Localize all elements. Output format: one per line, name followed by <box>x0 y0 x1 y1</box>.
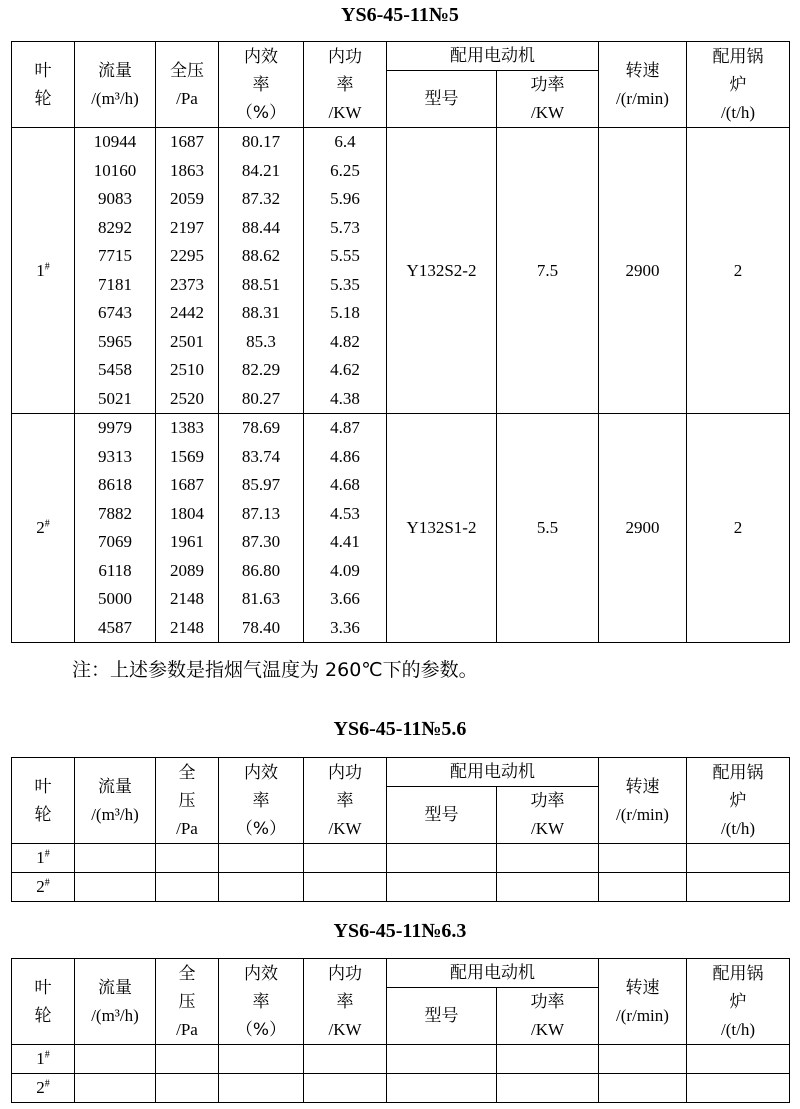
flow-value: 5965 <box>98 331 132 351</box>
header-motor-power: 功率 /KW <box>497 787 599 844</box>
power-value: 4.82 <box>330 331 360 351</box>
flow-value: 8292 <box>98 217 132 237</box>
header-motor-power: 功率 /KW <box>497 71 599 128</box>
table2-title: YS6-45-11№5.6 <box>333 718 467 740</box>
empty-cell <box>75 873 156 902</box>
pressure-value: 2089 <box>170 560 204 580</box>
efficiency-value: 80.17 <box>241 132 281 151</box>
table-row <box>12 1074 790 1103</box>
pressure-value: 2510 <box>170 360 204 379</box>
flow-value: 5000 <box>98 589 132 608</box>
empty-cell <box>75 1074 156 1103</box>
power-value: 4.87 <box>330 418 360 437</box>
header-speed: 转速 /(r/min) <box>599 959 687 1045</box>
efficiency-value: 85.3 <box>246 331 276 351</box>
power-value: 5.18 <box>330 303 360 322</box>
pressure-cell <box>156 414 219 643</box>
power-value: 3.36 <box>330 617 360 637</box>
efficiency-value: 87.30 <box>241 532 281 551</box>
header-power: 内功 率 /KW <box>304 42 387 128</box>
empty-cell <box>156 1045 219 1074</box>
speed-cell: 2900 <box>599 128 687 414</box>
boiler-cell: 2 <box>687 128 790 414</box>
pressure-value: 2197 <box>170 217 204 237</box>
header-boiler: 配用锅 炉 /(t/h) <box>687 758 790 844</box>
power-value: 4.38 <box>330 388 360 408</box>
pressure-value: 2148 <box>170 589 204 608</box>
pressure-value: 1863 <box>170 160 204 180</box>
flow-value: 9979 <box>98 418 132 437</box>
flow-value: 6743 <box>98 303 132 322</box>
efficiency-value: 80.27 <box>241 388 281 408</box>
header-impeller: 叶 轮 <box>12 959 75 1045</box>
efficiency-value: 84.21 <box>241 160 281 180</box>
pressure-value: 2148 <box>170 617 204 637</box>
efficiency-value: 88.31 <box>241 303 281 322</box>
header-flow: 流量 /(m³/h) <box>75 42 156 128</box>
table3-title: YS6-45-11№6.3 <box>333 920 467 942</box>
empty-cell <box>219 844 304 873</box>
pressure-value: 1687 <box>170 475 204 494</box>
efficiency-value: 87.13 <box>241 503 281 523</box>
empty-cell <box>387 844 497 873</box>
empty-cell <box>497 1045 599 1074</box>
efficiency-value: 88.44 <box>241 217 281 237</box>
power-value: 5.35 <box>330 274 360 294</box>
impeller-cell: 1# <box>12 844 75 873</box>
header-motor-model: 型号 <box>387 71 497 128</box>
pressure-value: 1804 <box>170 503 204 523</box>
empty-cell <box>497 844 599 873</box>
impeller-group-2 <box>12 414 790 643</box>
pressure-value: 2520 <box>170 388 204 408</box>
flow-value: 9083 <box>98 189 132 208</box>
header-boiler: 配用锅 炉 /(t/h) <box>687 959 790 1045</box>
header-pressure: 全 压 /Pa <box>156 959 219 1045</box>
fan-table-no5-6 <box>11 757 790 902</box>
power-value: 5.96 <box>330 189 360 208</box>
efficiency-value: 87.32 <box>241 189 281 208</box>
empty-cell <box>156 1074 219 1103</box>
fan-table-no5 <box>11 41 790 643</box>
power-value: 6.25 <box>330 160 360 180</box>
empty-cell <box>599 1074 687 1103</box>
empty-cell <box>304 844 387 873</box>
table-row <box>12 1045 790 1074</box>
power-value: 5.73 <box>330 217 360 237</box>
empty-cell <box>156 873 219 902</box>
pressure-cell <box>156 128 219 414</box>
motor-power-cell: 5.5 <box>497 414 599 643</box>
header-flow: 流量 /(m³/h) <box>75 758 156 844</box>
flow-value: 7715 <box>98 246 132 265</box>
header-motor-group: 配用电动机 <box>387 959 599 988</box>
efficiency-value: 85.97 <box>241 475 281 494</box>
power-value: 6.4 <box>334 132 356 151</box>
header-pressure: 全 压 /Pa <box>156 758 219 844</box>
empty-cell <box>219 873 304 902</box>
table-row <box>12 873 790 902</box>
header-motor-power: 功率 /KW <box>497 988 599 1045</box>
pressure-value: 2295 <box>170 246 204 265</box>
pressure-value: 2373 <box>170 274 204 294</box>
empty-cell <box>497 873 599 902</box>
motor-power-cell: 7.5 <box>497 128 599 414</box>
temperature-note: 注：上述参数是指烟气温度为 260℃下的参数。 <box>72 659 478 681</box>
efficiency-cell <box>219 128 304 414</box>
empty-cell <box>599 873 687 902</box>
power-value: 4.62 <box>330 360 360 379</box>
flow-value: 6118 <box>98 560 132 580</box>
impeller-group-1 <box>12 128 790 414</box>
pressure-value: 1569 <box>170 446 204 466</box>
empty-cell <box>687 873 790 902</box>
impeller-cell: 1# <box>12 128 75 414</box>
flow-value: 9313 <box>98 446 132 466</box>
empty-cell <box>75 844 156 873</box>
boiler-cell: 2 <box>687 414 790 643</box>
header-efficiency: 内效 率 （%） <box>219 758 304 844</box>
header-impeller: 叶 轮 <box>12 42 75 128</box>
power-value: 3.66 <box>330 589 360 608</box>
flow-value: 7181 <box>98 274 132 294</box>
efficiency-value: 78.40 <box>241 617 281 637</box>
power-value: 5.55 <box>330 246 360 265</box>
efficiency-cell <box>219 414 304 643</box>
flow-value: 5021 <box>98 388 132 408</box>
power-cell <box>304 414 387 643</box>
header-speed: 转速 /(r/min) <box>599 758 687 844</box>
flow-value: 10160 <box>93 160 137 180</box>
empty-cell <box>387 1045 497 1074</box>
flow-value: 10944 <box>93 132 137 151</box>
impeller-cell: 1# <box>12 1045 75 1074</box>
empty-cell <box>156 844 219 873</box>
empty-cell <box>599 844 687 873</box>
empty-cell <box>387 873 497 902</box>
flow-value: 4587 <box>98 617 132 637</box>
power-value: 4.09 <box>330 560 360 580</box>
pressure-value: 2059 <box>170 189 204 208</box>
empty-cell <box>219 1045 304 1074</box>
efficiency-value: 88.62 <box>241 246 281 265</box>
empty-cell <box>687 1074 790 1103</box>
efficiency-value: 88.51 <box>241 274 281 294</box>
empty-cell <box>219 1074 304 1103</box>
header-efficiency: 内效 率 （%） <box>219 42 304 128</box>
efficiency-value: 83.74 <box>241 446 281 466</box>
header-power: 内功 率 /KW <box>304 959 387 1045</box>
empty-cell <box>304 873 387 902</box>
impeller-cell: 2# <box>12 1074 75 1103</box>
empty-cell <box>687 844 790 873</box>
flow-value: 8618 <box>98 475 132 494</box>
table1-title: YS6-45-11№5 <box>341 4 459 26</box>
power-value: 4.68 <box>330 475 360 494</box>
header-motor-model: 型号 <box>387 787 497 844</box>
motor-model-cell: Y132S1-2 <box>387 414 497 643</box>
header-motor-group: 配用电动机 <box>387 758 599 787</box>
efficiency-value: 78.69 <box>241 418 281 437</box>
empty-cell <box>687 1045 790 1074</box>
flow-cell <box>75 414 156 643</box>
pressure-value: 2442 <box>170 303 204 322</box>
pressure-value: 1383 <box>170 418 204 437</box>
empty-cell <box>75 1045 156 1074</box>
speed-cell: 2900 <box>599 414 687 643</box>
power-cell <box>304 128 387 414</box>
header-flow: 流量 /(m³/h) <box>75 959 156 1045</box>
impeller-cell: 2# <box>12 414 75 643</box>
power-value: 4.41 <box>330 532 360 551</box>
empty-cell <box>387 1074 497 1103</box>
empty-cell <box>304 1074 387 1103</box>
empty-cell <box>304 1045 387 1074</box>
header-impeller: 叶 轮 <box>12 758 75 844</box>
header-pressure: 全压 /Pa <box>156 42 219 128</box>
header-power: 内功 率 /KW <box>304 758 387 844</box>
header-efficiency: 内效 率 （%） <box>219 959 304 1045</box>
flow-value: 5458 <box>98 360 132 379</box>
empty-cell <box>497 1074 599 1103</box>
flow-value: 7882 <box>98 503 132 523</box>
pressure-value: 1961 <box>170 532 204 551</box>
efficiency-value: 81.63 <box>241 589 281 608</box>
efficiency-value: 86.80 <box>241 560 281 580</box>
flow-cell <box>75 128 156 414</box>
table-row <box>12 844 790 873</box>
impeller-cell: 2# <box>12 873 75 902</box>
efficiency-value: 82.29 <box>241 360 281 379</box>
header-motor-model: 型号 <box>387 988 497 1045</box>
motor-model-cell: Y132S2-2 <box>387 128 497 414</box>
flow-value: 7069 <box>98 532 132 551</box>
power-value: 4.53 <box>330 503 360 523</box>
header-speed: 转速 /(r/min) <box>599 42 687 128</box>
empty-cell <box>599 1045 687 1074</box>
fan-table-no6-3 <box>11 958 790 1103</box>
header-motor-group: 配用电动机 <box>387 42 599 71</box>
power-value: 4.86 <box>330 446 360 466</box>
pressure-value: 1687 <box>170 132 204 151</box>
header-boiler: 配用锅 炉 /(t/h) <box>687 42 790 128</box>
pressure-value: 2501 <box>170 331 204 351</box>
